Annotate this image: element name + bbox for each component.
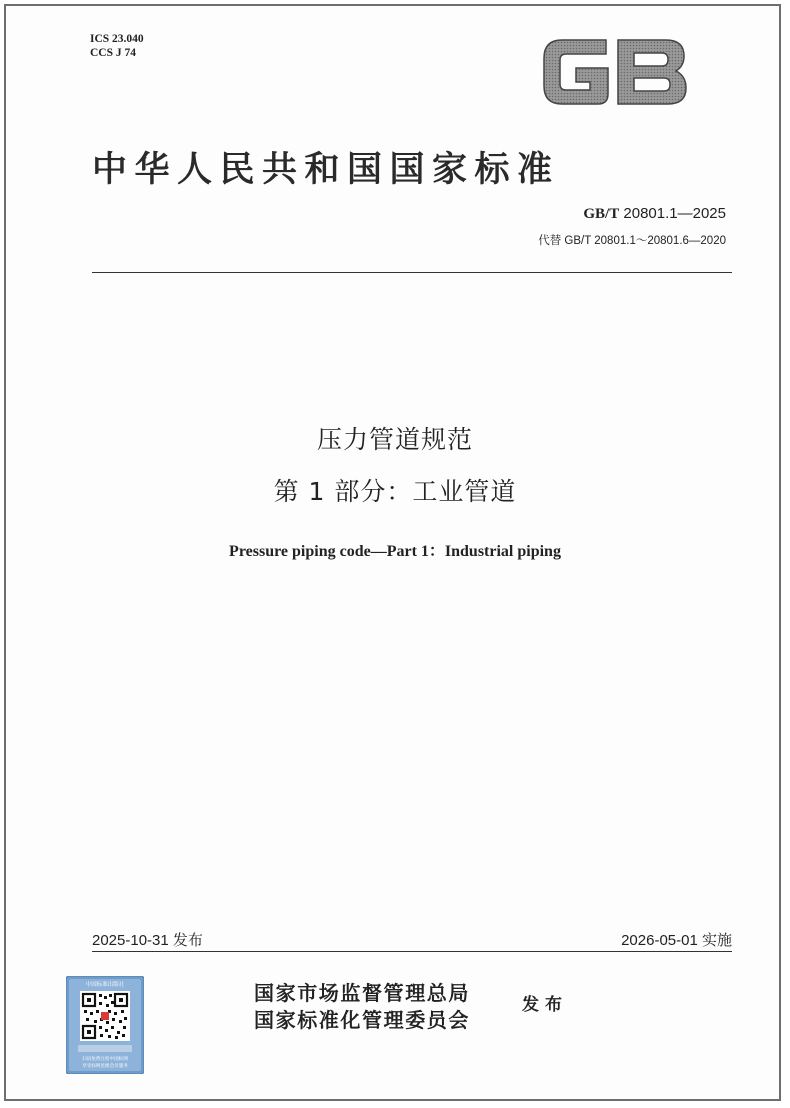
- classification-codes: [90, 32, 144, 60]
- standard-prefix: GB/T: [583, 206, 620, 222]
- issue-word: 发布: [522, 995, 568, 1015]
- title-main-cn: 压力管道规范: [316, 425, 473, 454]
- standard-number: [583, 205, 726, 223]
- title-english: Pressure piping code—Part 1：Industrial piping: [229, 543, 561, 560]
- anti-counterfeit-sticker[interactable]: [66, 976, 144, 1074]
- qr-code-icon: [80, 991, 130, 1041]
- issuer-sac: 国家标准化管理委员会: [254, 1008, 470, 1032]
- standard-number-value: 20801.1—2025: [623, 205, 726, 222]
- logo-text: GB: [536, 32, 538, 33]
- implement-date: 2026-05-01 实施: [621, 932, 732, 949]
- replaces-line: [538, 232, 726, 248]
- ccs-code: CCS J 74: [90, 47, 137, 59]
- publish-date: 2025-10-31 发布: [92, 932, 203, 949]
- footer-divider: [92, 951, 732, 952]
- header-divider: [92, 272, 732, 273]
- replaces-prefix: 代替 GB/T: [538, 235, 592, 247]
- gb-logo: [536, 32, 692, 112]
- replaces-value: 20801.1～20801.6—2020: [594, 235, 726, 247]
- sticker-top-text: 中国标准出版社: [85, 982, 125, 988]
- national-standard-title: 中华人民共和国国家标准: [92, 149, 560, 190]
- sticker-line2: 享受标网星级会员服务: [82, 1064, 128, 1069]
- title-part-cn: 第 1 部分：工业管道: [273, 477, 517, 506]
- issuer-samr: 国家市场监督管理总局: [254, 981, 470, 1005]
- sticker-line1: 扫码免费注册中国标网: [82, 1057, 128, 1062]
- ics-code: ICS 23.040: [90, 33, 144, 45]
